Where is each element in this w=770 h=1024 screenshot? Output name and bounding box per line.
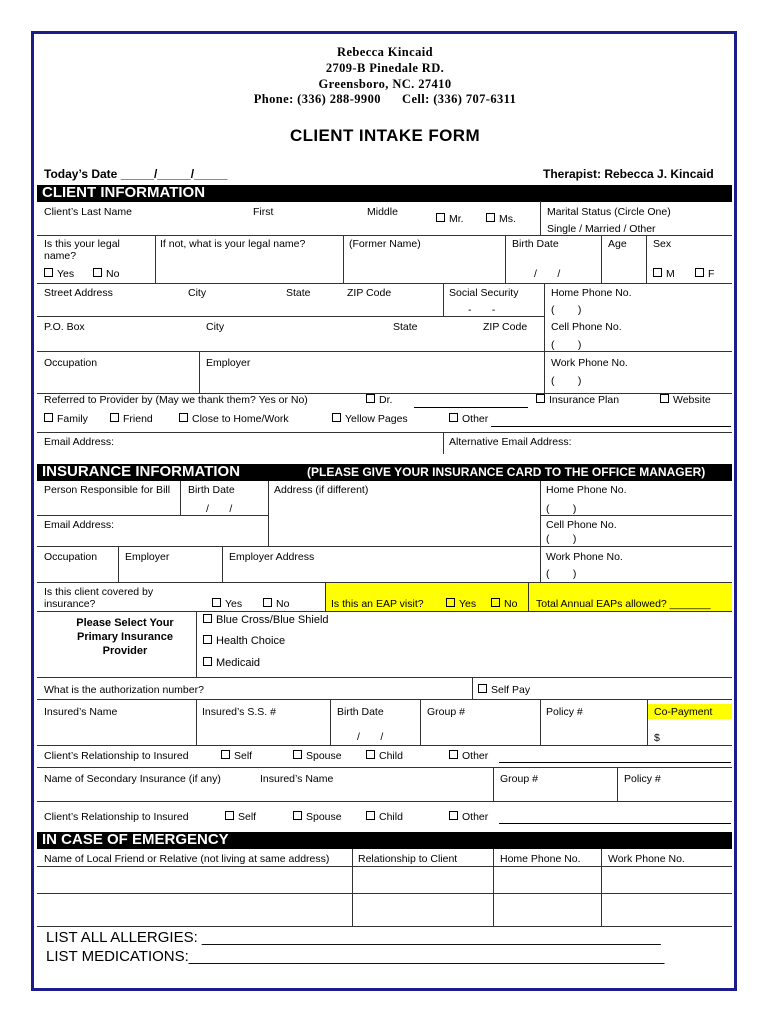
checkbox-icon — [44, 268, 53, 277]
divider — [37, 745, 732, 746]
divider — [37, 283, 732, 284]
middle-name-field[interactable]: Middle — [367, 206, 398, 218]
covered-yes-checkbox[interactable] — [212, 598, 242, 610]
checkbox-icon — [225, 811, 234, 820]
divider — [617, 767, 618, 801]
checkbox-icon — [536, 394, 545, 403]
copay-field[interactable]: $ — [654, 732, 660, 744]
divider — [601, 235, 602, 283]
f-label: F — [708, 268, 715, 280]
checkbox-icon — [366, 394, 375, 403]
divider — [118, 546, 119, 582]
checkbox-icon — [293, 811, 302, 820]
ref-family-checkbox[interactable] — [44, 413, 88, 425]
spouse-label: Spouse — [306, 750, 342, 762]
divider — [472, 677, 473, 699]
covered-no-checkbox[interactable] — [263, 598, 289, 610]
resp-email-field[interactable]: Email Address: — [44, 519, 115, 531]
checkbox-icon — [203, 635, 212, 644]
emergency-work-header: Work Phone No. — [608, 853, 685, 865]
divider — [420, 699, 421, 745]
secondary-policy-field[interactable]: Policy # — [624, 773, 661, 785]
checkbox-icon — [203, 614, 212, 623]
insurance-card-note: (PLEASE GIVE YOUR INSURANCE CARD TO THE OFFICE MANAGER) — [307, 465, 706, 479]
resp-cell-paren: ( ) — [546, 533, 577, 545]
relationship-label: Client’s Relationship to Insured — [44, 750, 189, 762]
ref-dr-checkbox[interactable] — [366, 394, 392, 406]
todays-date-field[interactable]: Today’s Date _____/_____/_____ — [44, 167, 228, 181]
yes-label: Yes — [57, 268, 75, 280]
resp-work-phone-field[interactable]: Work Phone No. — [546, 551, 623, 563]
child-label: Child — [379, 811, 403, 823]
health-choice-label: Health Choice — [216, 635, 286, 647]
rel2-other-checkbox[interactable] — [449, 811, 488, 823]
divider — [180, 481, 181, 515]
divider — [37, 316, 544, 317]
child-label: Child — [379, 750, 403, 762]
sex-label: Sex — [653, 238, 672, 250]
cell-phone-field[interactable]: Cell Phone No. — [551, 321, 622, 333]
other-label: Other — [462, 811, 489, 823]
insurance-info-bar — [37, 464, 732, 481]
divider — [268, 481, 269, 546]
divider — [443, 283, 444, 316]
insured-ss-field[interactable]: Insured’s S.S. # — [202, 706, 276, 718]
resp-employer-address-field[interactable]: Employer Address — [229, 551, 315, 563]
rel2-spouse-checkbox[interactable] — [293, 811, 342, 823]
legal-yes-checkbox[interactable] — [44, 268, 74, 280]
divider — [352, 849, 353, 926]
checkbox-icon — [449, 811, 458, 820]
secondary-group-field[interactable]: Group # — [500, 773, 538, 785]
emergency-bar — [37, 832, 732, 849]
dr-name-line[interactable] — [414, 407, 528, 408]
resp-address-field[interactable]: Address (if different) — [274, 484, 369, 496]
zip-field-2[interactable]: ZIP Code — [483, 321, 528, 333]
divider — [493, 849, 494, 926]
self-pay-label: Self Pay — [491, 684, 531, 696]
checkbox-icon — [449, 413, 458, 422]
divider — [37, 699, 732, 700]
divider — [528, 583, 529, 611]
eap-yes-checkbox[interactable] — [446, 598, 476, 610]
marital-options[interactable]: Single / Married / Other — [547, 223, 656, 235]
checkbox-icon — [212, 598, 221, 607]
relationship-label-2: Client’s Relationship to Insured — [44, 811, 189, 823]
checkbox-icon — [486, 213, 495, 222]
city-field-2[interactable]: City — [206, 321, 225, 333]
insured-birth-label: Birth Date — [337, 706, 384, 718]
sex-f-checkbox[interactable] — [695, 268, 714, 280]
work-phone-field[interactable]: Work Phone No. — [551, 357, 628, 369]
divider — [37, 926, 732, 927]
insurance-plan-label: Insurance Plan — [549, 394, 620, 406]
checkbox-icon — [660, 394, 669, 403]
checkbox-icon — [179, 413, 188, 422]
rel2-child-checkbox[interactable] — [366, 811, 403, 823]
emergency-name-cell-2[interactable] — [37, 894, 352, 926]
divider — [343, 235, 344, 283]
dr-label: Dr. — [379, 394, 393, 406]
yes-label: Yes — [225, 598, 243, 610]
divider — [37, 351, 732, 352]
former-name-field[interactable]: (Former Name) — [349, 238, 421, 250]
occupation-field[interactable]: Occupation — [44, 357, 98, 369]
alt-email-field[interactable]: Alternative Email Address: — [449, 436, 572, 448]
divider — [199, 351, 200, 393]
rel-self-checkbox[interactable] — [221, 750, 252, 762]
divider — [443, 432, 444, 454]
medicaid-label: Medicaid — [216, 657, 261, 669]
resp-home-paren: ( ) — [546, 503, 577, 515]
website-label: Website — [673, 394, 711, 406]
policy-field[interactable]: Policy # — [546, 706, 583, 718]
therapist-label: Therapist: Rebecca J. Kincaid — [543, 167, 714, 181]
eap-no-checkbox[interactable] — [491, 598, 517, 610]
checkbox-icon — [446, 598, 455, 607]
divider — [196, 699, 197, 745]
checkbox-icon — [221, 750, 230, 759]
divider — [540, 515, 732, 516]
insured-birth-field[interactable]: / / — [357, 731, 384, 743]
resp-birth-label: Birth Date — [188, 484, 235, 496]
emergency-name-header: Name of Local Friend or Relative (not living at same address) — [44, 853, 330, 865]
divider — [37, 611, 732, 612]
birth-date-field[interactable]: / / — [534, 268, 561, 280]
divider — [37, 432, 732, 433]
rel-other-line[interactable] — [499, 762, 731, 763]
covered-question: Is this client covered by insurance? — [44, 586, 154, 610]
family-label: Family — [57, 413, 88, 425]
referred-label: Referred to Provider by (May we thank them? Yes or No) — [44, 394, 308, 406]
divider — [155, 235, 156, 283]
divider — [37, 515, 268, 516]
form-title: CLIENT INTAKE FORM — [289, 126, 481, 145]
divider — [37, 235, 732, 236]
yes-label: Yes — [459, 598, 477, 610]
responsible-field[interactable]: Person Responsible for Bill — [44, 484, 171, 496]
checkbox-icon — [366, 811, 375, 820]
employer-field[interactable]: Employer — [206, 357, 251, 369]
mr-checkbox[interactable] — [436, 213, 464, 225]
secondary-insured-name-field[interactable]: Insured’s Name — [260, 773, 334, 785]
street-address-field[interactable]: Street Address — [44, 287, 113, 299]
rel2-other-line[interactable] — [499, 823, 731, 824]
yellow-pages-label: Yellow Pages — [345, 413, 408, 425]
divider — [544, 283, 545, 393]
ms-checkbox[interactable] — [486, 213, 516, 225]
divider — [540, 481, 541, 582]
divider — [325, 583, 326, 611]
divider — [37, 546, 732, 547]
health-choice-checkbox[interactable] — [203, 635, 285, 647]
rel-spouse-checkbox[interactable] — [293, 750, 342, 762]
birth-date-label: Birth Date — [512, 238, 559, 250]
checkbox-icon — [93, 268, 102, 277]
ref-website-checkbox[interactable] — [660, 394, 711, 406]
ref-yellow-checkbox[interactable] — [332, 413, 408, 425]
copay-label: Co-Payment — [654, 706, 713, 718]
close-home-label: Close to Home/Work — [192, 413, 289, 425]
divider — [37, 893, 732, 894]
emergency-name-cell-1[interactable] — [37, 867, 352, 893]
checkbox-icon — [263, 598, 272, 607]
resp-work-paren: ( ) — [546, 568, 577, 580]
emergency-rel-header: Relationship to Client — [358, 853, 458, 865]
checkbox-icon — [366, 750, 375, 759]
resp-cell-phone-field[interactable]: Cell Phone No. — [546, 519, 617, 531]
divider — [646, 235, 647, 283]
ref-insurance-checkbox[interactable] — [536, 394, 619, 406]
ms-label: Ms. — [499, 213, 516, 225]
resp-occupation-field[interactable]: Occupation — [44, 551, 98, 563]
checkbox-icon — [478, 684, 487, 693]
no-label: No — [106, 268, 120, 280]
m-label: M — [666, 268, 675, 280]
divider — [540, 699, 541, 745]
practitioner-name: Rebecca Kincaid — [337, 45, 433, 59]
self-label: Self — [234, 750, 253, 762]
secondary-insurance-field[interactable]: Name of Secondary Insurance (if any) — [44, 773, 221, 785]
mr-label: Mr. — [449, 213, 464, 225]
zip-field[interactable]: ZIP Code — [347, 287, 392, 299]
other-label: Other — [462, 413, 489, 425]
marital-status-label: Marital Status (Circle One) — [547, 206, 671, 218]
divider — [493, 767, 494, 801]
divider — [222, 546, 223, 582]
friend-label: Friend — [123, 413, 153, 425]
bcbs-label: Blue Cross/Blue Shield — [216, 614, 329, 626]
section-title: IN CASE OF EMERGENCY — [42, 831, 229, 848]
legal-name-question: Is this your legal name? — [44, 238, 120, 262]
ref-close-checkbox[interactable] — [179, 413, 289, 425]
legal-name-field[interactable]: If not, what is your legal name? — [160, 238, 306, 250]
checkbox-icon — [653, 268, 662, 277]
rel-other-checkbox[interactable] — [449, 750, 488, 762]
other-ref-line[interactable] — [491, 426, 731, 427]
resp-employer-field[interactable]: Employer — [125, 551, 170, 563]
city-field[interactable]: City — [188, 287, 207, 299]
emergency-home-header: Home Phone No. — [500, 853, 581, 865]
first-name-field[interactable]: First — [253, 206, 274, 218]
cell-phone-paren: ( ) — [551, 339, 582, 351]
checkbox-icon — [436, 213, 445, 222]
medications-field[interactable]: LIST MEDICATIONS:_________________________________________________________ — [46, 948, 665, 965]
insured-name-field[interactable]: Insured’s Name — [44, 706, 118, 718]
section-title: CLIENT INFORMATION — [42, 184, 206, 201]
section-title: INSURANCE INFORMATION — [42, 463, 241, 480]
spouse-label: Spouse — [306, 811, 342, 823]
practitioner-phones: Phone: (336) 288-9900 Cell: (336) 707-6311 — [253, 92, 517, 106]
sex-m-checkbox[interactable] — [653, 268, 675, 280]
home-phone-paren: ( ) — [551, 304, 582, 316]
self-pay-checkbox[interactable] — [478, 684, 530, 696]
home-phone-field[interactable]: Home Phone No. — [551, 287, 632, 299]
divider — [37, 801, 732, 802]
divider — [196, 611, 197, 677]
checkbox-icon — [332, 413, 341, 422]
ssn-dashes: - - — [468, 304, 496, 316]
checkbox-icon — [203, 657, 212, 666]
bcbs-checkbox[interactable] — [203, 614, 329, 626]
self-label: Self — [238, 811, 257, 823]
last-name-field[interactable]: Client’s Last Name — [44, 206, 132, 218]
eap-question: Is this an EAP visit? — [331, 598, 424, 610]
no-label: No — [504, 598, 518, 610]
group-field[interactable]: Group # — [427, 706, 465, 718]
legal-no-checkbox[interactable] — [93, 268, 119, 280]
divider — [601, 849, 602, 926]
select-provider-label: Please Select Your Primary Insurance Provider — [76, 617, 174, 657]
practitioner-city: Greensboro, NC. 27410 — [318, 77, 452, 91]
divider — [505, 235, 506, 283]
practitioner-address: 2709-B Pinedale RD. — [325, 61, 445, 75]
checkbox-icon — [449, 750, 458, 759]
checkbox-icon — [293, 750, 302, 759]
ref-other-checkbox[interactable] — [449, 413, 488, 425]
eap-total-field[interactable]: Total Annual EAPs allowed? _______ — [536, 598, 711, 610]
divider — [540, 201, 541, 235]
rel-child-checkbox[interactable] — [366, 750, 403, 762]
auth-number-field[interactable]: What is the authorization number? — [44, 684, 204, 696]
divider — [330, 699, 331, 745]
no-label: No — [276, 598, 290, 610]
divider — [647, 699, 648, 745]
checkbox-icon — [695, 268, 704, 277]
allergies-field[interactable]: LIST ALL ALLERGIES: _______________________________________________________ — [46, 929, 661, 946]
client-info-bar — [37, 185, 732, 202]
divider — [37, 767, 732, 768]
checkbox-icon — [491, 598, 500, 607]
ssn-field[interactable]: Social Security — [449, 287, 519, 299]
rel2-self-checkbox[interactable] — [225, 811, 256, 823]
other-label: Other — [462, 750, 489, 762]
state-field-2[interactable]: State — [393, 321, 418, 333]
checkbox-icon — [44, 413, 53, 422]
age-label: Age — [608, 238, 627, 250]
po-box-field[interactable]: P.O. Box — [44, 321, 85, 333]
ref-friend-checkbox[interactable] — [110, 413, 153, 425]
work-phone-paren: ( ) — [551, 375, 582, 387]
divider — [37, 677, 732, 678]
resp-birth-field[interactable]: / / — [206, 503, 233, 515]
email-field[interactable]: Email Address: — [44, 436, 115, 448]
checkbox-icon — [110, 413, 119, 422]
resp-home-phone-field[interactable]: Home Phone No. — [546, 484, 627, 496]
medicaid-checkbox[interactable] — [203, 657, 260, 669]
state-field[interactable]: State — [286, 287, 311, 299]
